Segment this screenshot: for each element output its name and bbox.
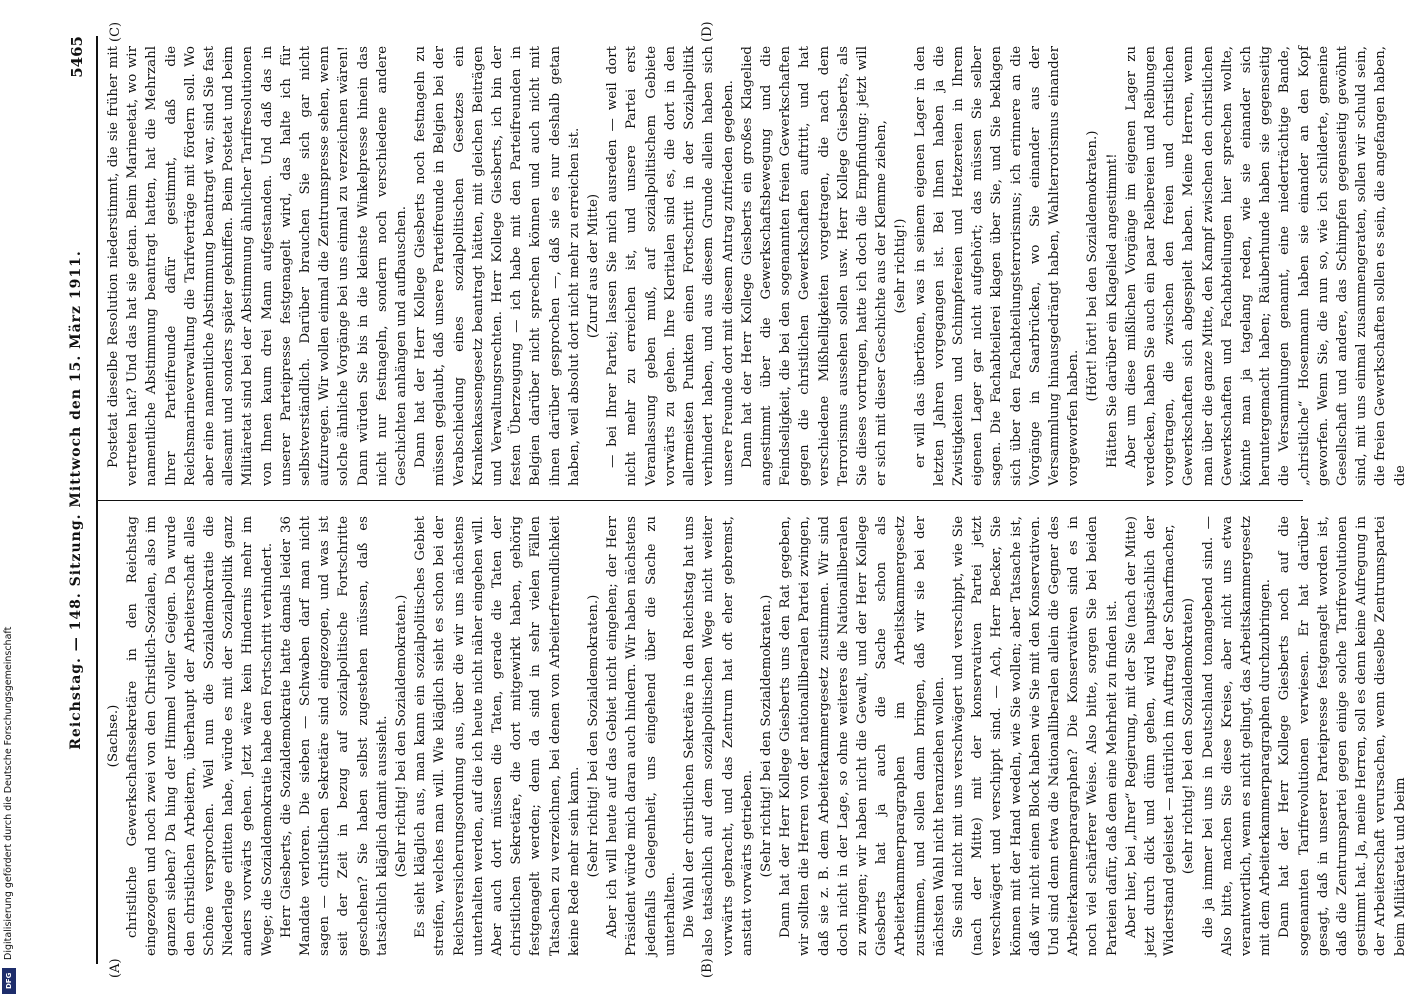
left-column-paragraph: Sie sind nicht mit uns verschwägert und verschippt, wie Sie (nach der Mitte) mit der konservativen Partei jetzt verschwägert und verschippt sind. — Ach, Herr Becker, Sie können mit der Hand wedeln, wie Sie wollen; aber Tatsache ist, daß wir nicht einen Block haben wie Sie mit den Konservativen. Und sind denn etwa die Nationalliberalen allein die Gegner des Arbeiterkammerparagraphen? Die Konservativen sind es in noch viel schärferer Weise. Also bitte, sorgen Sie bei beiden Parteien dafür, daß dem eine Mehrheit zu finden ist. — [950, 516, 1120, 956]
left-column — [104, 516, 1408, 956]
credit-text: Digitalisierung gefördert durch die Deutsche Forschungsgemeinschaft — [3, 626, 14, 960]
column-divider — [98, 500, 1303, 501]
page-number: 5465 — [68, 36, 86, 78]
left-column-paragraph: die ja immer bei uns in Deutschland tonangebend sind. — Also bitte, machen Sie diese Kreise, aber nicht uns etwa verantwortlich, wenn es nicht gelingt, das Arbeitskammergesetz mit dem Arbeiterkammerparagraphen durchzubringen. — [1200, 516, 1274, 956]
margin-mark-a: (A) — [108, 958, 123, 978]
left-column-paragraph: Die Wahl der christlichen Sekretäre in den Reichstag hat uns also tatsächlich auf dem sozialpolitischen Wege nicht weiter vorwärts gebracht, und das Zentrum hat oft eher gebremst, anstatt vorwärts getrieben. — [682, 516, 755, 956]
right-column — [104, 46, 1408, 486]
right-column-paragraph: Aber um diese mißlichen Vorgänge im eigenen Lager zu verdecken, haben Sie auch ein paar Reibereien und Reibungen vorgetragen, die zwischen den freien und christlichen Gewerkschaften sich abgespielt haben. Meine Herren, wenn man über die ganze Mitte, den Kampf zwischen den christlichen Gewerkschaften und Fachabteilungen hier sprechen wollte, könnte man ja tagelang reden, wie sie einander sich heruntergemacht haben; Räuberhunde haben sie gegenseitig die Versammlungen genannt, eine niederträchtige Bande, „christliche“ Hosenmann haben sie einander an den Kopf geworfen. Wenn Sie, die nun so, wie ich schilderte, gemeine Gesellschaft und andere, das Schimpfen gegenseitig gewöhnt sind, mit uns einmal zusammengeraten, sollen wir schuld sein, die freien Gewerkschaften sollen es sein, die angefangen haben, die — [1123, 46, 1408, 486]
left-column-paragraph: Dann hat der Herr Kollege Giesberts uns den Rat gegeben, wir sollten die Herren von der nationalliberalen Partei zwingen, daß sie z. B. dem Arbeiterkammergesetz zustimmen. Wir sind doch nicht in der Lage, so ohne weiteres die Nationalliberalen zu zwingen; wir haben nicht die Gewalt, und der Herr Kollege Giesberts hat ja auch die Sache schon als Arbeiterkammerparagraphen im Arbeitskammergesetz zustimmen, und sollen dann bringen, daß wir sie bei der nächsten Wahl nicht heranziehen wollen. — [778, 516, 947, 956]
page-header — [64, 36, 92, 964]
running-title: Reichstag. — 148. Sitzung. Mittwoch den 15. März 1911. — [68, 250, 84, 750]
margin-mark-d: (D) — [700, 21, 715, 42]
left-column-paragraph: (Sehr richtig! bei den Sozialdemokraten.) — [758, 594, 774, 878]
left-column-paragraph: Es sieht kläglich aus, man kann ein sozialpolitisches Gebiet streifen, welches man will. Wie kläglich sieht es schon bei der Reichsversicherungsordnung aus, über die wir uns nächstens unterhalten werden, auf die ich heute nicht näher eingehen will. Aber auch dort müssen die Taten, gerade die Taten der christlichen Sekretäre, die dort mitgewirkt haben, gehörig festgenagelt werden; denn da sind in sehr vielen Fällen Tatsachen zu verzeichnen, bei denen von Arbeiterfreundlichkeit keine Rede mehr sein kann. — [413, 516, 582, 956]
left-column-paragraph: Aber ich will heute auf das Gebiet nicht eingehen; der Herr Präsident würde mich daran auch hindern. Wir haben nächstens jedenfalls Gelegenheit, uns eingehend über die Sache zu unterhalten. — [605, 516, 678, 956]
left-column-paragraph: Herr Giesberts, die Sozialdemokratie hatte damals leider 36 Mandate verloren. Die sieben — Schwaben darf man nicht sagen — christlichen Sekretäre sind eingezogen, und was ist seit der Zeit in bezug auf sozialpolitische Fortschritte geschehen? Sie haben selbst zugestehen müssen, daß es tatsächlich kläglich damit aussieht. — [278, 516, 390, 956]
right-column-paragraph: Dann hat der Herr Kollege Giesberts ein großes Klagelied angestimmt über die Gewerkschaftsbewegung und die Feindseligkeit, die bei den sogenannten freien Gewerkschaften gegen die christlichen Gewerkschaften auftritt, und hat verschiedene Mißhelligkeiten vorgetragen, die nach dem Terrorismus aussehen sollen usw. Herr Kollege Giesberts, als Sie dieses vortrugen, hatte ich doch die Empfindung: jetzt will er sich mit dieser Geschichte aus der Klemme ziehen, — [739, 46, 890, 486]
left-column-paragraph: Dann hat der Herr Kollege Giesberts noch auf die sogenannten Tarifrevolutionen verwiesen. Er hat darüber gesagt, daß in unserer Parteipresse festgenagelt worden ist, daß die Zentrumspartei gegen einige solche Tarifrevolutionen gestimmt hat. Ja, meine Herren, soll es denn keine Aufregung in der Arbeiterschaft verursachen, wenn dieselbe Zentrumspartei beim Militäretat und beim — [1277, 516, 1408, 956]
right-column-paragraph: — bei Ihrer Partei; lassen Sie mich ausreden — weil dort nicht mehr zu erreichen ist, und unsere Partei erst Veranlassung geben muß, auf sozialpolitischem Gebiete vorwärts zu gehen. Ihre Kleritalen sind es, die dort in den allermeisten Punkten einen Fortschritt in der Sozialpolitik verhindert haben, und aus diesem Grunde allein haben sich unsere Freunde dort mit diesem Antrag zufrieden gegeben. — [605, 46, 736, 486]
left-column-paragraph: (Sehr richtig! bei den Sozialdemokraten.) — [394, 594, 410, 878]
right-column-paragraph: er will das übertönen, was in seinem eigenen Lager in den letzten Jahren vorgegangen ist. Bei Ihnen haben ja die Zwistigkeiten und Schimpfereien und Hetzereien in Ihrem eigenen Lager gar nicht aufgehört; das müssen Sie selber sagen. Die Fachabteilerei klagen über Sie, und Sie beklagen sich über den Fachabteilungsterrorismus; ich erinnere an die Vorgänge in Saarbrücken, wo Sie einander aus der Versammlung hinausgedrängt haben, Wahlterrorismus einander vorgeworfen haben. — [912, 46, 1082, 486]
margin-mark-b: (B) — [700, 958, 715, 978]
right-column-paragraph: (Hört! hört! bei den Sozialdemokraten.) — [1085, 130, 1101, 402]
left-column-paragraph: (sehr richtig! bei den Sozialdemokraten) — [1181, 597, 1197, 875]
right-column-paragraph: Hätten Sie darüber ein Klagelied angestimmt! — [1104, 153, 1120, 468]
right-column-paragraph: Dann hat der Herr Kollege Giesberts noch festnageln zu müssen geglaubt, daß unsere Parteifreunde in Belgien bei der Verabschiedung eines sozialpolitischen Gesetzes ein Krankenkassengesetz beantragt hätten, mit gleichen Beiträgen und Verwaltungsrechten. Herr Kollege Giesberts, ich bin der festen Überzeugung — ich habe mit den Parteifreunden in Belgien darüber nicht sprechen können und auch nicht mit ihnen darüber gesprochen —, daß sie es nur deshalb getan haben, weil absolut dort nicht mehr zu erreichen ist. — [413, 46, 582, 486]
left-column-paragraph: christliche Gewerkschaftssekretäre in den Reichstag eingezogen und noch zwei von den Christlich-Sozialen, also im ganzen sieben? Da hing der Himmel voller Geigen. Da wurde den christlichen Arbeitern, überhaupt der Arbeiterschaft alles Schöne versprochen. Weil nun die Sozialdemokratie die Niederlage erlitten habe, würde es mit der Sozialpolitik ganz anders vorwärts gehen. Jetzt wäre kein Hindernis mehr im Wege; die Sozialdemokratie habe den Fortschritt verhindert. — [125, 516, 275, 956]
margin-mark-c: (C) — [108, 21, 123, 42]
dfg-logo: DFG — [2, 968, 16, 994]
left-column-paragraph: (Sachse.) — [106, 704, 121, 768]
right-column-paragraph: (sehr richtig!) — [893, 218, 909, 314]
left-column-paragraph: Aber hier, bei „Ihrer“ Regierung, mit der Sie (nach der Mitte) jetzt durch dick und dünn gehen, wird hauptsächlich der Widerstand geleistet — natürlich im Auftrag der Scharfmacher, — [1123, 516, 1178, 956]
right-column-paragraph: Postetat dieselbe Resolution niederstimmt, die sie früher mit vertreten hat? Und das hat sie getan. Beim Marineetat, wo wir namentliche Abstimmung beantragt hatten, hat die Mehrzahl Ihrer Parteifreunde dafür gestimmt, daß die Reichsmarineverwaltung die Tarifverträge mit fördern soll. Wo aber eine namentliche Abstimmung beantragt war, sind Sie fast allesamt und sonders später gekniffen. Beim Postetat und beim Militäretat sind bei der Abstimmung ähnlicher Tarifresolutionen von Ihnen kaum drei Mann aufgestanden. Und daß das in unserer Parteipresse festgenagelt wird, das halte ich für selbstverständlich. Darüber brauchen Sie sich gar nicht aufzuregen. Wir wollen einmal die Zentrumspresse sehen, wenn solche ähnliche Vorgänge bei uns einmal zu verzeichnen wären! Dann würden Sie bis in die kleinste Winkelpresse hinein das nicht nur festnageln, sondern noch verschiedene andere Geschichten anhängen und aufbauschen. — [106, 46, 410, 486]
right-column-paragraph: (Zuruf aus der Mitte) — [586, 193, 602, 339]
left-column-paragraph: (Sehr richtig! bei den Sozialdemokraten.) — [586, 594, 602, 878]
